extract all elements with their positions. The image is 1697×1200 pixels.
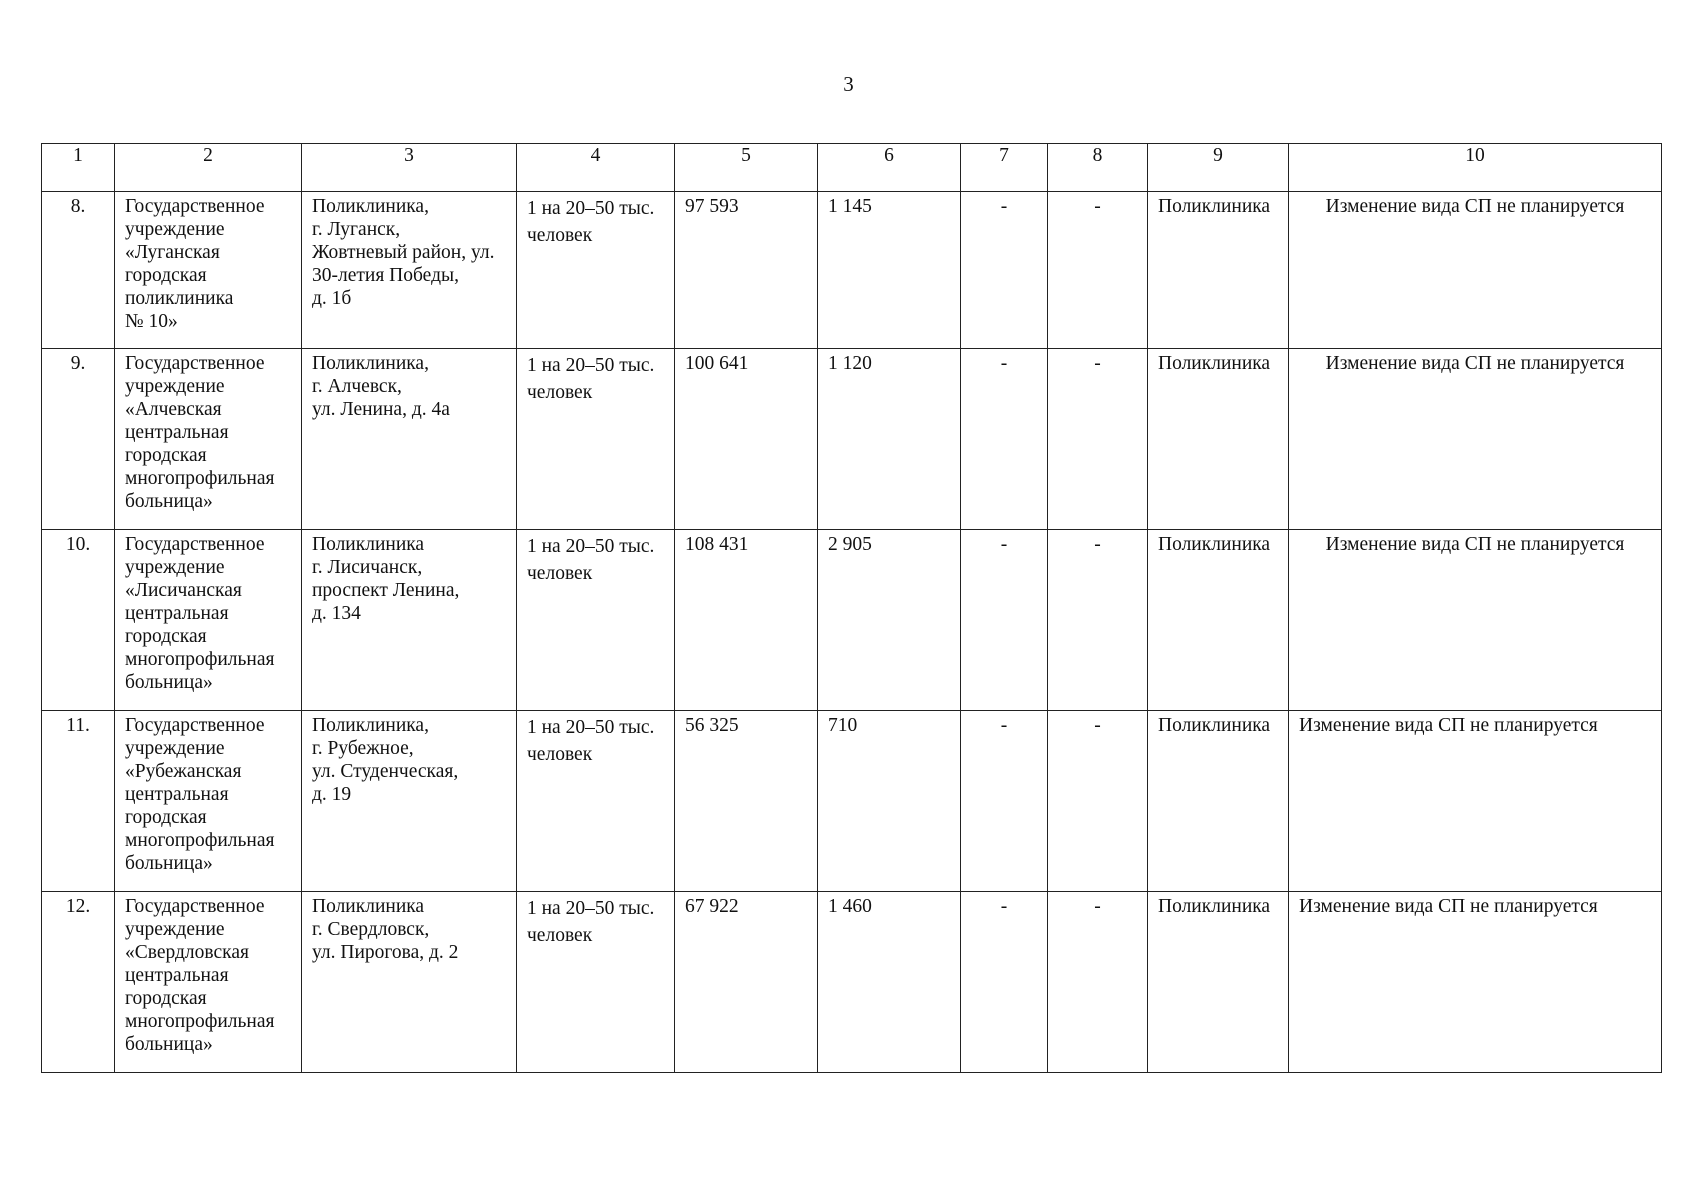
table-header-row [42,144,1662,192]
cell-col5: 108 431 [675,530,818,711]
column-header: 5 [675,144,818,192]
cell-col8: - [1048,711,1148,892]
row-number: 12. [42,892,115,1073]
institution-name: Государственное учреждение «Луганская городская поликлиника № 10» [115,192,302,349]
cell-col10: Изменение вида СП не планируется [1289,192,1662,349]
column-header: 2 [115,144,302,192]
institution-name: Государственное учреждение «Лисичанская центральная городская многопрофильная больница» [115,530,302,711]
column-header: 6 [818,144,961,192]
cell-col7: - [961,711,1048,892]
facility-address: Поликлиника, г. Луганск, Жовтневый район, ул. 30-летия Победы, д. 1б [302,192,517,349]
service-norm: 1 на 20–50 тыс. человек [517,530,675,711]
column-header: 9 [1148,144,1289,192]
service-norm: 1 на 20–50 тыс. человек [517,349,675,530]
cell-col8: - [1048,530,1148,711]
facility-address: Поликлиника г. Лисичанск, проспект Ленина, д. 134 [302,530,517,711]
table-row [42,192,1662,349]
column-header: 3 [302,144,517,192]
cell-col7: - [961,530,1048,711]
column-header: 4 [517,144,675,192]
institution-name: Государственное учреждение «Алчевская центральная городская многопрофильная больница» [115,349,302,530]
cell-col10: Изменение вида СП не планируется [1289,711,1662,892]
cell-col10: Изменение вида СП не планируется [1289,349,1662,530]
cell-col5: 67 922 [675,892,818,1073]
column-header: 10 [1289,144,1662,192]
table-row [42,349,1662,530]
row-number: 9. [42,349,115,530]
table-row [42,892,1662,1073]
facility-address: Поликлиника, г. Рубежное, ул. Студенческая, д. 19 [302,711,517,892]
service-norm: 1 на 20–50 тыс. человек [517,711,675,892]
table-row [42,530,1662,711]
cell-col10: Изменение вида СП не планируется [1289,892,1662,1073]
cell-col6: 1 460 [818,892,961,1073]
cell-col5: 56 325 [675,711,818,892]
column-header: 7 [961,144,1048,192]
service-norm: 1 на 20–50 тыс. человек [517,892,675,1073]
institution-name: Государственное учреждение «Свердловская центральная городская многопрофильная больница» [115,892,302,1073]
service-norm: 1 на 20–50 тыс. человек [517,192,675,349]
cell-col7: - [961,892,1048,1073]
cell-col6: 710 [818,711,961,892]
cell-col9: Поликлиника [1148,711,1289,892]
facility-address: Поликлиника г. Свердловск, ул. Пирогова, д. 2 [302,892,517,1073]
cell-col9: Поликлиника [1148,192,1289,349]
column-header: 8 [1048,144,1148,192]
cell-col8: - [1048,192,1148,349]
facility-address: Поликлиника, г. Алчевск, ул. Ленина, д. 4а [302,349,517,530]
cell-col6: 1 120 [818,349,961,530]
row-number: 8. [42,192,115,349]
cell-col5: 97 593 [675,192,818,349]
cell-col9: Поликлиника [1148,892,1289,1073]
cell-col5: 100 641 [675,349,818,530]
cell-col9: Поликлиника [1148,349,1289,530]
row-number: 11. [42,711,115,892]
page-number: 3 [843,72,854,96]
cell-col10: Изменение вида СП не планируется [1289,530,1662,711]
cell-col6: 2 905 [818,530,961,711]
facilities-table [41,143,1662,1073]
cell-col8: - [1048,349,1148,530]
cell-col7: - [961,349,1048,530]
institution-name: Государственное учреждение «Рубежанская центральная городская многопрофильная больница» [115,711,302,892]
cell-col7: - [961,192,1048,349]
column-header: 1 [42,144,115,192]
cell-col8: - [1048,892,1148,1073]
cell-col9: Поликлиника [1148,530,1289,711]
cell-col6: 1 145 [818,192,961,349]
row-number: 10. [42,530,115,711]
table-row [42,711,1662,892]
